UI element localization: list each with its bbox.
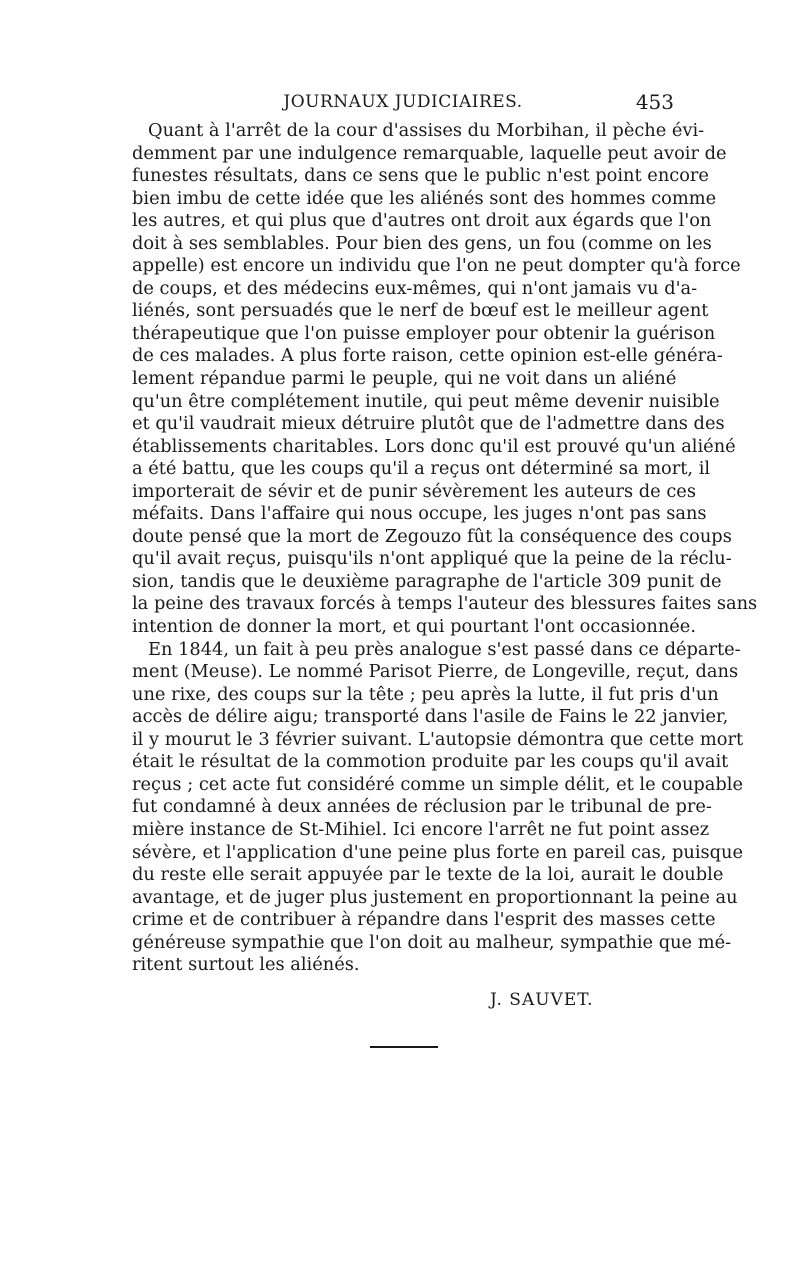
text-line: sion, tandis que le deuxième paragraphe de l'article 309 punit de: [132, 570, 722, 592]
author-signature: J. SAUVET.: [490, 990, 594, 1010]
text-line: était le résultat de la commotion produite par les coups qu'il avait: [132, 751, 729, 773]
text-line: de coups, et des médecins eux-mêmes, qui n'ont jamais vu d'a-: [132, 277, 698, 299]
text-line: doit à ses semblables. Pour bien des gens, un fou (comme on les: [132, 232, 712, 254]
text-line: bien imbu de cette idée que les aliénés sont des hommes comme: [132, 187, 717, 209]
text-line: il y mourut le 3 février suivant. L'autopsie démontra que cette mort: [132, 728, 744, 750]
page-number: 453: [635, 90, 674, 114]
text-line: du reste elle serait appuyée par le texte de la loi, aurait le double: [132, 864, 724, 886]
text-line: ritent surtout les aliénés.: [132, 954, 360, 976]
text-line: de ces malades. A plus forte raison, cette opinion est-elle généra-: [132, 345, 723, 367]
text-line: une rixe, des coups sur la tête ; peu après la lutte, il fut pris d'un: [132, 683, 719, 705]
text-line: thérapeutique que l'on puisse employer pour obtenir la guérison: [132, 322, 716, 344]
text-line: Quant à l'arrêt de la cour d'assises du Morbihan, il pèche évi-: [148, 120, 705, 141]
running-title: JOURNAUX JUDICIAIRES.: [283, 92, 523, 112]
paragraph-1: [132, 120, 758, 639]
text-line: fut condamné à deux années de réclusion par le tribunal de pre-: [132, 796, 712, 818]
text-line: avantage, et de juger plus justement en proportionnant la peine au: [132, 886, 738, 908]
text-line: reçus ; cet acte fut considéré comme un simple délit, et le coupable: [132, 773, 743, 795]
closing-rule: [370, 1046, 438, 1048]
text-line: ment (Meuse). Le nommé Parisot Pierre, de Longeville, reçut, dans: [132, 661, 739, 683]
text-line: importerait de sévir et de punir sévèrement les auteurs de ces: [132, 480, 696, 502]
text-line: établissements charitables. Lors donc qu'il est prouvé qu'un aliéné: [132, 435, 736, 457]
text-line: appelle) est encore un individu que l'on ne peut dompter qu'à force: [132, 255, 741, 277]
text-line: En 1844, un fait à peu près analogue s'est passé dans ce départe-: [148, 638, 741, 660]
text-line: intention de donner la mort, et qui pourtant l'ont occasionnée.: [132, 616, 696, 638]
text-line: lement répandue parmi le peuple, qui ne voit dans un aliéné: [132, 368, 677, 390]
text-line: crime et de contribuer à répandre dans l'esprit des masses cette: [132, 909, 716, 931]
text-line: et qu'il vaudrait mieux détruire plutôt que de l'admettre dans des: [132, 413, 725, 435]
text-line: funestes résultats, dans ce sens que le public n'est point encore: [132, 165, 709, 187]
text-line: qu'il avait reçus, puisqu'ils n'ont appliqué que la peine de la réclu-: [132, 548, 732, 570]
text-line: liénés, sont persuadés que le nerf de bœuf est le meilleur agent: [132, 300, 709, 322]
text-line: doute pensé que la mort de Zegouzo fût la conséquence des coups: [132, 525, 732, 547]
text-line: accès de délire aigu; transporté dans l'asile de Fains le 22 janvier,: [132, 706, 729, 728]
text-line: sévère, et l'application d'une peine plus forte en pareil cas, puisque: [132, 841, 744, 863]
text-line: méfaits. Dans l'affaire qui nous occupe, les juges n'ont pas sans: [132, 503, 707, 525]
text-line: mière instance de St-Mihiel. Ici encore l'arrêt ne fut point assez: [132, 818, 710, 840]
paragraph-2: [132, 638, 744, 977]
text-line: la peine des travaux forcés à temps l'auteur des blessures faites sans: [132, 593, 758, 615]
text-line: généreuse sympathie que l'on doit au malheur, sympathie que mé-: [132, 931, 732, 953]
text-line: a été battu, que les coups qu'il a reçus ont déterminé sa mort, il: [132, 458, 711, 480]
body-text: [132, 120, 758, 977]
text-line: qu'un être complétement inutile, qui peut même devenir nuisible: [132, 390, 720, 412]
running-header: [132, 92, 674, 116]
text-line: les autres, et qui plus que d'autres ont droit aux égards que l'on: [132, 210, 712, 232]
text-line: demment par une indulgence remarquable, laquelle peut avoir de: [132, 142, 727, 164]
